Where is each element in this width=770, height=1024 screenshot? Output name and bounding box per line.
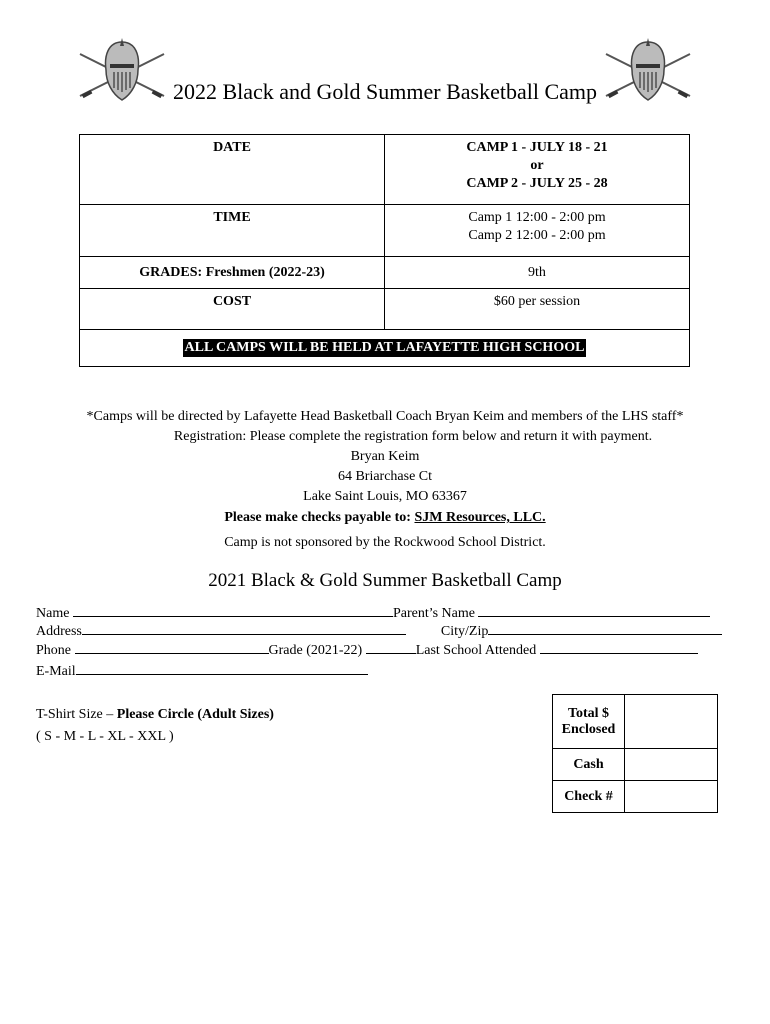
cityzip-field[interactable] xyxy=(488,621,722,635)
cash-field[interactable] xyxy=(625,749,718,781)
date-row xyxy=(80,135,690,205)
registration-note: Registration: Please complete the registration form below and return it with payment. xyxy=(173,429,653,444)
date-camp2: CAMP 2 - JULY 25 - 28 xyxy=(466,176,608,191)
mail-to-city: Lake Saint Louis, MO 63367 xyxy=(303,489,467,504)
date-value xyxy=(385,135,690,205)
total-label xyxy=(553,695,625,749)
date-camp1: CAMP 1 - JULY 18 - 21 xyxy=(466,140,608,155)
check-label: Check # xyxy=(553,781,625,813)
time-label: TIME xyxy=(80,205,385,257)
tshirt-instruction: Please Circle (Adult Sizes) xyxy=(116,707,274,722)
name-row xyxy=(36,603,710,623)
address-label: Address xyxy=(36,624,82,639)
tshirt-row xyxy=(36,706,274,724)
cost-row xyxy=(80,289,690,330)
sponsor-note: Camp is not sponsored by the Rockwood School District. xyxy=(224,535,546,550)
parent-name-field[interactable] xyxy=(478,603,710,617)
check-row xyxy=(553,781,718,813)
date-or: or xyxy=(530,158,544,173)
camp-info-table xyxy=(79,134,690,367)
phone-field[interactable] xyxy=(75,640,269,654)
mail-to-street: 64 Briarchase Ct xyxy=(337,469,433,484)
address-row xyxy=(36,621,722,641)
page-title xyxy=(0,79,770,105)
email-label: E-Mail xyxy=(36,664,76,679)
checks-payable xyxy=(0,508,770,528)
email-row xyxy=(36,661,368,681)
name-field[interactable] xyxy=(73,603,393,617)
phone-row xyxy=(36,640,698,660)
location-row xyxy=(80,330,690,367)
tshirt-label: T-Shirt Size – xyxy=(36,707,114,722)
tshirt-sizes[interactable]: ( S - M - L - XL - XXL ) xyxy=(36,729,174,744)
cityzip-label: City/Zip xyxy=(440,624,489,639)
address-field[interactable] xyxy=(82,621,406,635)
time-camp1: Camp 1 12:00 - 2:00 pm xyxy=(468,210,606,225)
payment-box xyxy=(552,694,718,813)
grades-label: GRADES: Freshmen (2022-23) xyxy=(80,257,385,289)
cost-value: $60 per session xyxy=(385,289,690,330)
name-label: Name xyxy=(36,606,70,621)
last-school-label: Last School Attended xyxy=(415,643,537,658)
time-value xyxy=(385,205,690,257)
grade-label: Grade (2021-22) xyxy=(268,643,363,658)
check-field[interactable] xyxy=(625,781,718,813)
page-title-text: 2022 Black and Gold Summer Basketball Camp xyxy=(172,79,598,104)
total-label-line2: Enclosed xyxy=(561,721,616,737)
location-banner: ALL CAMPS WILL BE HELD AT LAFAYETTE HIGH SCHOOL xyxy=(184,340,585,355)
cost-label: COST xyxy=(80,289,385,330)
email-field[interactable] xyxy=(76,661,368,675)
grades-row xyxy=(80,257,690,289)
total-field[interactable] xyxy=(625,695,718,749)
phone-label: Phone xyxy=(36,643,71,658)
mail-to-name: Bryan Keim xyxy=(350,449,420,464)
checks-payable-label: Please make checks payable to: xyxy=(224,510,411,525)
total-label-line1: Total $ xyxy=(567,705,610,721)
grades-value: 9th xyxy=(385,257,690,289)
location-cell xyxy=(80,330,690,367)
time-camp2: Camp 2 12:00 - 2:00 pm xyxy=(468,228,606,243)
cash-row xyxy=(553,749,718,781)
total-row xyxy=(553,695,718,749)
time-row xyxy=(80,205,690,257)
date-label: DATE xyxy=(80,135,385,205)
cash-label: Cash xyxy=(553,749,625,781)
last-school-field[interactable] xyxy=(540,640,698,654)
form-title: 2021 Black & Gold Summer Basketball Camp xyxy=(208,570,562,591)
directed-by-note: *Camps will be directed by Lafayette Head Basketball Coach Bryan Keim and members of the LHS staff* xyxy=(86,409,684,424)
grade-field[interactable] xyxy=(366,640,416,654)
checks-payee: SJM Resources, LLC. xyxy=(414,510,546,525)
parent-name-label: Parent’s Name xyxy=(392,606,475,621)
